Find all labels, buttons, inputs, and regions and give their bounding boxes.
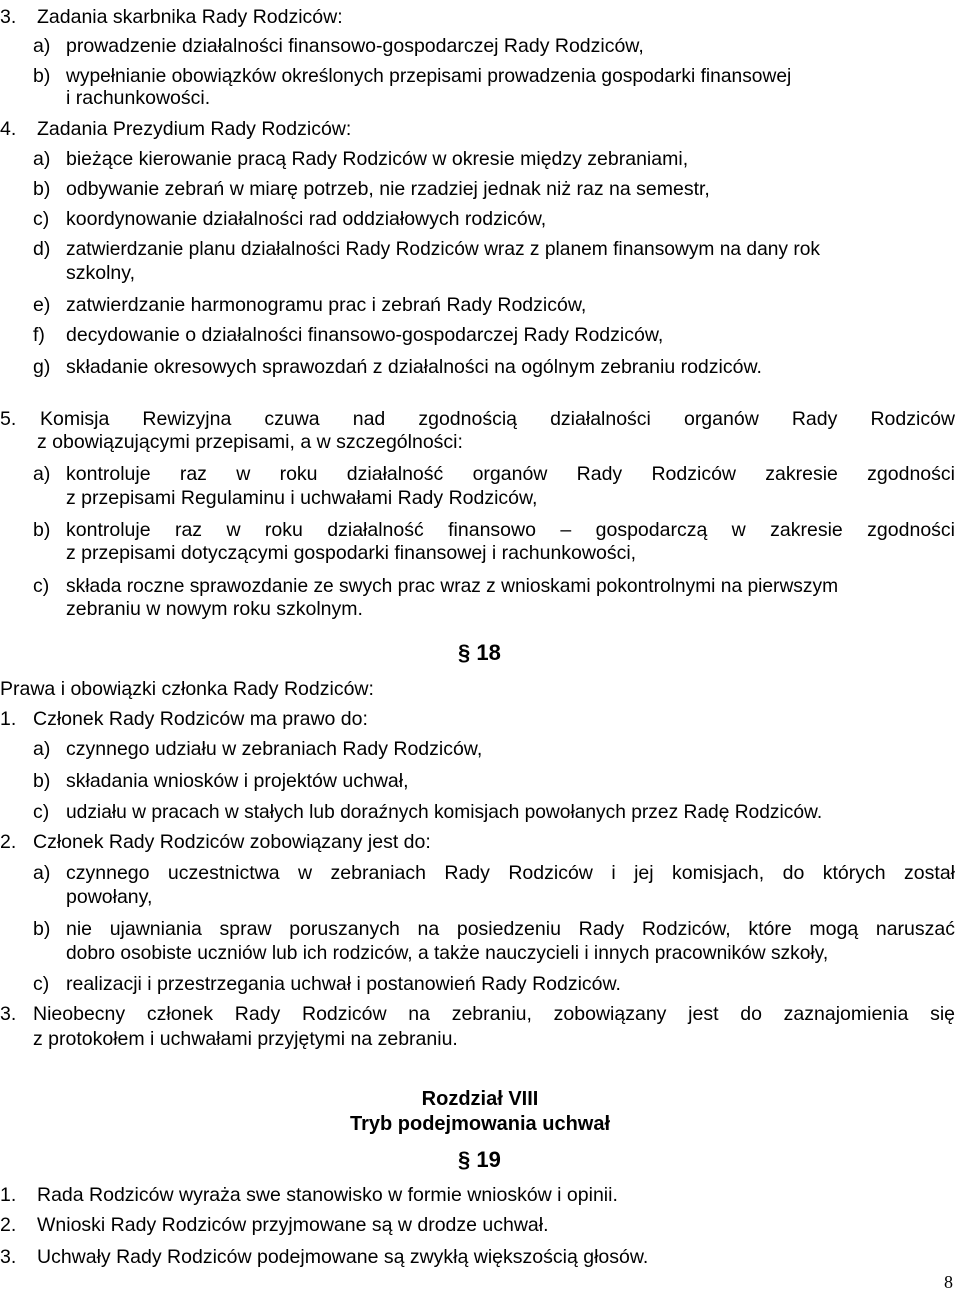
- list-item-continuation: i rachunkowości.: [66, 87, 211, 109]
- item-number: 3.: [0, 1003, 17, 1025]
- item-text: Wnioski Rady Rodziców przyjmowane są w drodze uchwał.: [37, 1214, 549, 1236]
- list-item: czynnego udziału w zebraniach Rady Rodziców,: [66, 738, 483, 760]
- list-item-text: kontroluje raz w roku działalność finansowo: [66, 519, 536, 541]
- section-heading: Prawa i obowiązki członka Rady Rodziców:: [0, 678, 374, 700]
- list-label: c): [33, 575, 50, 597]
- list-label: a): [33, 862, 51, 884]
- list-item: [66, 521, 955, 541]
- list-item: czynnego uczestnictwa w zebraniach Rady Rodziców i jej komisjach, do których został: [66, 862, 955, 884]
- dash: –: [560, 519, 572, 541]
- list-label: b): [33, 918, 51, 940]
- list-item: wypełnianie obowiązków określonych przepisami prowadzenia gospodarki finansowej: [66, 66, 792, 87]
- list-item-text: gospodarczą w zakresie zgodności: [595, 519, 955, 541]
- item-text-continuation: z protokołem i uchwałami przyjętymi na zebraniu.: [33, 1028, 458, 1050]
- page-number: 8: [944, 1272, 953, 1292]
- item-text: Nieobecny członek Rady Rodziców na zebraniu, zobowiązany jest do zaznajomienia się: [33, 1003, 955, 1025]
- paragraph-sign: [458, 1149, 501, 1171]
- section-heading: Komisja Rewizyjna czuwa nad zgodnością działalności organów Rady Rodziców: [40, 408, 955, 430]
- paragraph-sign: [458, 642, 501, 664]
- list-item: decydowanie o działalności finansowo-gospodarczej Rady Rodziców,: [66, 324, 664, 346]
- list-label: c): [33, 973, 50, 995]
- item-number: 4.: [0, 118, 17, 140]
- section-sign: §: [458, 1147, 471, 1172]
- item-text: Uchwały Rady Rodziców podejmowane są zwykłą większością głosów.: [37, 1246, 649, 1268]
- list-item-continuation: z przepisami dotyczącymi gospodarki finansowej i rachunkowości,: [66, 542, 637, 564]
- list-item: zatwierdzanie planu działalności Rady Rodziców wraz z planem finansowym na dany rok: [66, 239, 821, 260]
- list-item: koordynowanie działalności rad oddziałowych rodziców,: [66, 208, 547, 230]
- list-label: c): [33, 208, 50, 230]
- item-number: 5.: [0, 408, 17, 430]
- list-label: a): [33, 35, 51, 57]
- list-label: d): [33, 238, 51, 260]
- list-item-continuation: szkolny,: [66, 262, 135, 284]
- chapter-title: Rozdział VIII: [421, 1088, 539, 1110]
- item-number: 3.: [0, 6, 17, 28]
- list-item: składania wniosków i projektów uchwał,: [66, 770, 409, 792]
- item-heading: Członek Rady Rodziców zobowiązany jest do:: [33, 831, 431, 853]
- list-label: a): [33, 738, 51, 760]
- section-heading-continuation: z obowiązującymi przepisami, a w szczególności:: [37, 431, 463, 453]
- list-label: b): [33, 65, 51, 87]
- list-label: b): [33, 519, 51, 541]
- item-text: Rada Rodziców wyraża swe stanowisko w formie wniosków i opinii.: [37, 1184, 618, 1206]
- item-number: 2.: [0, 831, 17, 853]
- paragraph-number: 18: [476, 640, 501, 665]
- list-item-continuation: dobro osobiste uczniów lub ich rodziców, a także nauczycieli i innych pracowników szkoły,: [66, 943, 829, 964]
- list-item: zatwierdzanie harmonogramu prac i zebrań Rady Rodziców,: [66, 294, 587, 316]
- item-heading: Członek Rady Rodziców ma prawo do:: [33, 708, 368, 730]
- list-item: kontroluje raz w roku działalność organów Rady Rodziców zakresie zgodności: [66, 463, 955, 485]
- section-heading: Zadania skarbnika Rady Rodziców:: [37, 6, 343, 28]
- section-sign: §: [458, 640, 471, 665]
- list-label: e): [33, 294, 51, 316]
- list-item: składa roczne sprawozdanie ze swych prac wraz z wnioskami pokontrolnymi na pierwszym: [66, 576, 839, 597]
- list-item-continuation: z przepisami Regulaminu i uchwałami Rady Rodziców,: [66, 487, 538, 509]
- section-heading: Zadania Prezydium Rady Rodziców:: [37, 118, 352, 140]
- list-label: b): [33, 178, 51, 200]
- list-label: a): [33, 463, 51, 485]
- list-label: b): [33, 770, 51, 792]
- list-label: a): [33, 148, 51, 170]
- list-item: odbywanie zebrań w miarę potrzeb, nie rzadziej jednak niż raz na semestr,: [66, 178, 710, 200]
- list-item: udziału w pracach w stałych lub doraźnych komisjach powołanych przez Radę Rodziców.: [66, 802, 823, 823]
- item-number: 1.: [0, 708, 17, 730]
- list-label: f): [33, 324, 45, 346]
- list-item-continuation: powołany,: [66, 886, 153, 908]
- paragraph-number: 19: [476, 1147, 501, 1172]
- list-item: bieżące kierowanie pracą Rady Rodziców w okresie między zebraniami,: [66, 148, 689, 170]
- list-item: składanie okresowych sprawozdań z działalności na ogólnym zebraniu rodziców.: [66, 356, 762, 378]
- list-label: c): [33, 801, 50, 823]
- item-number: 2.: [0, 1214, 17, 1236]
- list-item: nie ujawniania spraw poruszanych na posiedzeniu Rady Rodziców, które mogą naruszać: [66, 918, 955, 940]
- list-label: g): [33, 356, 51, 378]
- list-item-continuation: zebraniu w nowym roku szkolnym.: [66, 598, 363, 620]
- chapter-subtitle: Tryb podejmowania uchwał: [349, 1113, 611, 1135]
- item-number: 1.: [0, 1184, 17, 1206]
- list-item: realizacji i przestrzegania uchwał i postanowień Rady Rodziców.: [66, 973, 621, 995]
- item-number: 3.: [0, 1246, 17, 1268]
- list-item: prowadzenie działalności finansowo-gospodarczej Rady Rodziców,: [66, 35, 644, 57]
